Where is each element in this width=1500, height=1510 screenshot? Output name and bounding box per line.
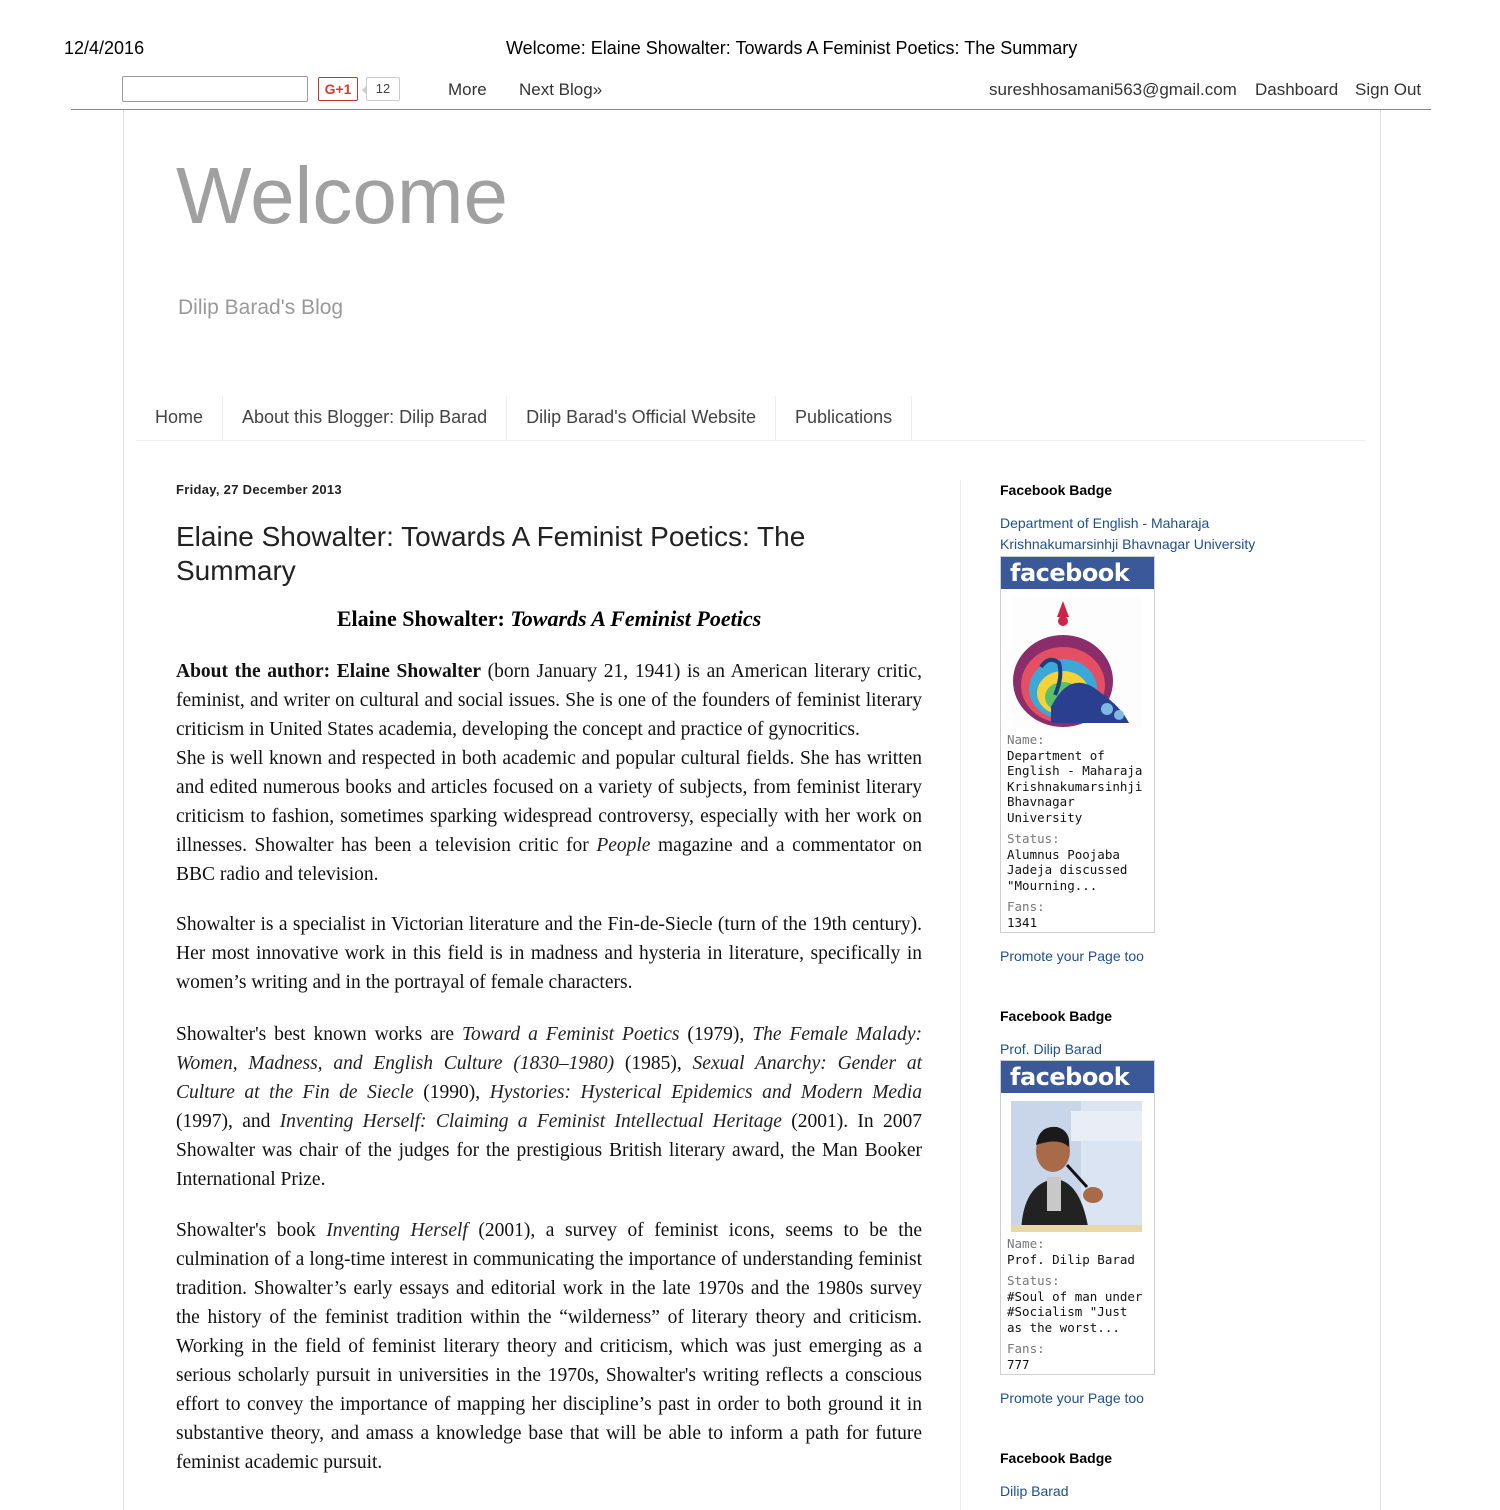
promote-page-link[interactable]: Promote your Page too [1000,1390,1144,1406]
paragraph-text: Showalter's book [176,1220,327,1241]
badge-name: Department of English - Maharaja Krishnakumarsinhji Bhavnagar University [1007,747,1143,825]
promote-page-link[interactable]: Promote your Page too [1000,948,1144,964]
badge-fans: 777 [1007,1356,1030,1372]
navbar-search-input[interactable] [122,76,308,102]
fb-page-link[interactable]: Prof. Dilip Barad [1000,1041,1102,1057]
peacock-logo-image [1011,597,1142,728]
book-title: Inventing Herself [326,1220,468,1241]
post-heading-italic: Towards A Feminist Poetics [510,606,762,631]
post-title[interactable]: Elaine Showalter: Towards A Feminist Poetics: The Summary [176,521,806,586]
book-title: Toward a Feminist Poetics [461,1024,680,1045]
column-divider [960,480,961,1510]
paragraph-text: (1997), and [176,1111,280,1132]
book-title: Inventing Herself: Claiming a Feminist Intellectual Heritage [279,1111,782,1132]
fb-page-link[interactable]: Department of English - Maharaja Krishnakumarsinhji Bhavnagar University [1000,515,1256,552]
book-title: Sexual Anarchy: Gender at Culture at the Fin de Siecle [176,1053,922,1103]
paragraph-text: Showalter's best known works are [176,1024,462,1045]
paragraph-text: (2001), a survey of feminist icons, seems to be the culmination of a long-time interest in communicating the importance of understanding feminist tradition. Showalter’s early essays and editorial work in the late 1970s and the 1980s survey the history of the feminist tradition within the “wilderness” of literary theory and criticism. Working in the field of feminist literary theory and criticism, which was just emerging as a serious scholarly pursuit in universities in the 1970s, Showalter's writing reflects a conscious effort to convey the importance of mapping her discipline’s past in order to both ground it in substantive theory, and amass a knowledge base that will be able to inform a path for future feminist academic pursuit. [176,1220,923,1473]
badge-status: Alumnus Poojaba Jadeja discussed "Mourning... [1007,846,1128,893]
gplus-button[interactable]: G+1 [318,77,358,101]
author-label: About the author: Elaine Showalter [176,661,481,682]
name-label: Name: [1007,1236,1045,1251]
paragraph-text: (2001). In 2007 Showalter was chair of the judges for the prestigious British literary award, the Man Booker International Prize. [176,1111,923,1190]
paragraph-text: magazine and a commentator on BBC radio and television. [176,835,923,885]
paragraph-text: Showalter is a specialist in Victorian literature and the Fin-de-Siecle (turn of the 19th century). Her most innovative work in this field is in madness and hysteria in literature, specifically in women’s writing and in the portrayal of female characters. [176,914,922,993]
people-magazine-title: People [596,835,651,856]
post-heading-text: Elaine Showalter: [336,606,511,631]
name-label: Name: [1007,732,1045,747]
fans-label: Fans: [1007,1341,1045,1356]
post-paragraph-2 [176,910,922,997]
badge-fans: 1341 [1007,914,1038,930]
book-title: The Female Malady: Women, Madness, and English Culture (1830–1980) [176,1024,922,1074]
paragraph-text: She is well known and respected in both academic and popular cultural fields. She has written and edited numerous books and articles focused on a variety of subjects, from feminist literary criticism to fashion, sometimes sparking widespread controversy, especially with her work on illnesses. Showalter has been a television critic for [176,748,922,856]
status-label: Status: [1007,831,1060,846]
navbar-sign-out-link[interactable]: Sign Out [1355,80,1422,99]
facebook-badge[interactable] [1000,1060,1155,1375]
fb-page-link[interactable]: Dilip Barad [1000,1483,1069,1499]
status-label: Status: [1007,1273,1060,1288]
navbar-user-email: sureshhosamani563@gmail.com [989,80,1237,99]
widget-title: Facebook Badge [1000,482,1113,498]
navbar-dashboard-link[interactable]: Dashboard [1255,80,1339,99]
tab-home[interactable]: Home [136,396,223,440]
fans-label: Fans: [1007,899,1045,914]
widget-title: Facebook Badge [1000,1008,1113,1024]
paragraph-text: (1985), [614,1053,693,1074]
facebook-logo: facebook [1001,1061,1154,1093]
blog-title[interactable]: Welcome [176,151,508,240]
facebook-badge[interactable] [1000,556,1155,933]
paragraph-text: (1990), [413,1082,490,1103]
widget-title: Facebook Badge [1000,1450,1113,1466]
gplus-count: 12 [366,77,400,101]
book-title: Hystories: Hysterical Epidemics and Modern Media [489,1082,923,1103]
navbar-more-link[interactable]: More [448,80,487,99]
paragraph-text: (born January 21, 1941) is an American literary critic, feminist, and writer on cultural and social issues. She is one of the founders of feminist literary criticism in United States academia, developing the concept and practice of gynocritics. [176,661,922,740]
post-paragraph-4 [176,1216,922,1477]
badge-info [1001,728,1154,932]
paragraph-text: (1979), [679,1024,753,1045]
post-heading [176,606,922,632]
badge-status: #Soul of man under #Socialism "Just as the worst... [1007,1288,1143,1335]
print-page-title: Welcome: Elaine Showalter: Towards A Feminist Poetics: The Summary [506,38,1078,58]
post-paragraph-1 [176,657,922,889]
print-date: 12/4/2016 [64,38,145,58]
page-tabs [136,396,1366,441]
post-paragraph-3 [176,1020,922,1194]
post-date: Friday, 27 December 2013 [176,482,342,497]
tab-official-website[interactable]: Dilip Barad's Official Website [507,396,776,440]
badge-name: Prof. Dilip Barad [1007,1251,1135,1267]
navbar-next-blog-link[interactable]: Next Blog» [519,80,603,99]
tab-about-blogger[interactable]: About this Blogger: Dilip Barad [223,396,507,440]
profile-photo [1011,1101,1142,1232]
badge-info [1001,1232,1154,1374]
facebook-logo: facebook [1001,557,1154,589]
blog-description: Dilip Barad's Blog [178,296,344,319]
tab-publications[interactable]: Publications [776,396,912,440]
